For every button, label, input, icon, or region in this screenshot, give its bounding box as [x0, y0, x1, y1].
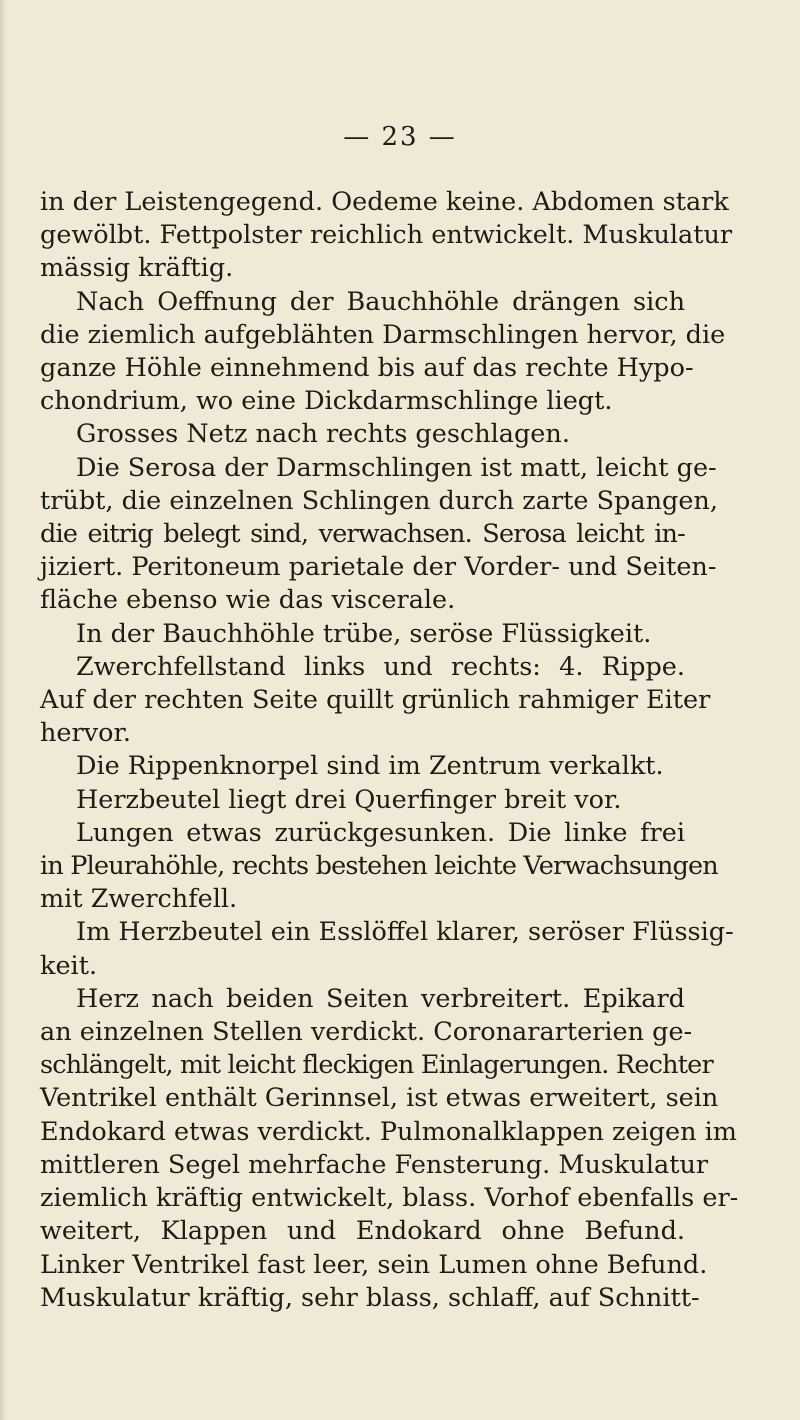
text-line: Muskulatur kräftig, sehr blass, schlaff, auf Schnitt-	[40, 1282, 700, 1313]
text-line: Die Rippenknorpel sind im Zentrum verkalkt.	[76, 751, 664, 782]
text-line: In der Bauchhöhle trübe, seröse Flüssigkeit.	[76, 618, 652, 649]
page-edge-shadow	[0, 0, 6, 1420]
text-line: Zwerchfellstand links und rechts: 4. Rippe.	[76, 651, 685, 682]
text-line: Linker Ventrikel fast leer, sein Lumen ohne Befund.	[40, 1249, 708, 1280]
text-line: mässig kräftig.	[40, 253, 234, 284]
text-line: weitert, Klappen und Endokard ohne Befund.	[40, 1216, 685, 1247]
text-line: in Pleurahöhle, rechts bestehen leichte Verwachsungen	[40, 851, 718, 882]
text-line: Die Serosa der Darmschlingen ist matt, leicht ge-	[76, 452, 717, 483]
text-line: jiziert. Peritoneum parietale der Vorder- und Seiten-	[40, 552, 717, 583]
text-line: keit.	[40, 950, 98, 981]
text-line: mittleren Segel mehrfache Fensterung. Muskulatur	[40, 1149, 709, 1180]
text-line: ziemlich kräftig entwickelt, blass. Vorhof ebenfalls er-	[40, 1183, 739, 1214]
text-line: gewölbt. Fettpolster reichlich entwickelt. Muskulatur	[40, 220, 733, 251]
body-text	[40, 186, 739, 1315]
text-line: Grosses Netz nach rechts geschlagen.	[76, 419, 570, 450]
text-line: ganze Höhle einnehmend bis auf das rechte Hypo-	[40, 353, 694, 384]
text-line: Herz nach beiden Seiten verbreitert. Epikard	[76, 983, 685, 1014]
text-line: die ziemlich aufgeblähten Darmschlingen hervor, die	[40, 319, 726, 350]
page-number: — 23 —	[343, 122, 457, 152]
text-line: Lungen etwas zurückgesunken. Die linke frei	[76, 817, 685, 848]
text-line: Im Herzbeutel ein Esslöffel klarer, seröser Flüssig-	[76, 917, 734, 948]
text-line: Endokard etwas verdickt. Pulmonalklappen zeigen im	[40, 1116, 737, 1147]
text-line: mit Zwerchfell.	[40, 884, 238, 915]
text-line: Herzbeutel liegt drei Querfinger breit vor.	[76, 784, 622, 815]
text-line: in der Leistengegend. Oedeme keine. Abdomen stark	[40, 187, 729, 217]
text-line: die eitrig belegt sind, verwachsen. Serosa leicht in-	[40, 519, 685, 550]
text-line: fläche ebenso wie das viscerale.	[40, 585, 456, 616]
text-line: schlängelt, mit leicht fleckigen Einlagerungen. Rechter	[40, 1050, 713, 1081]
text-line: chondrium, wo eine Dickdarmschlinge liegt.	[40, 386, 613, 417]
text-line: an einzelnen Stellen verdickt. Coronararterien ge-	[40, 1017, 693, 1048]
text-line: trübt, die einzelnen Schlingen durch zarte Spangen,	[40, 485, 718, 516]
text-line: Nach Oeffnung der Bauchhöhle drängen sich	[76, 286, 685, 317]
text-line: hervor.	[40, 718, 131, 749]
text-line: Ventrikel enthält Gerinnsel, ist etwas erweitert, sein	[40, 1083, 719, 1114]
text-line: Auf der rechten Seite quillt grünlich rahmiger Eiter	[40, 685, 711, 716]
